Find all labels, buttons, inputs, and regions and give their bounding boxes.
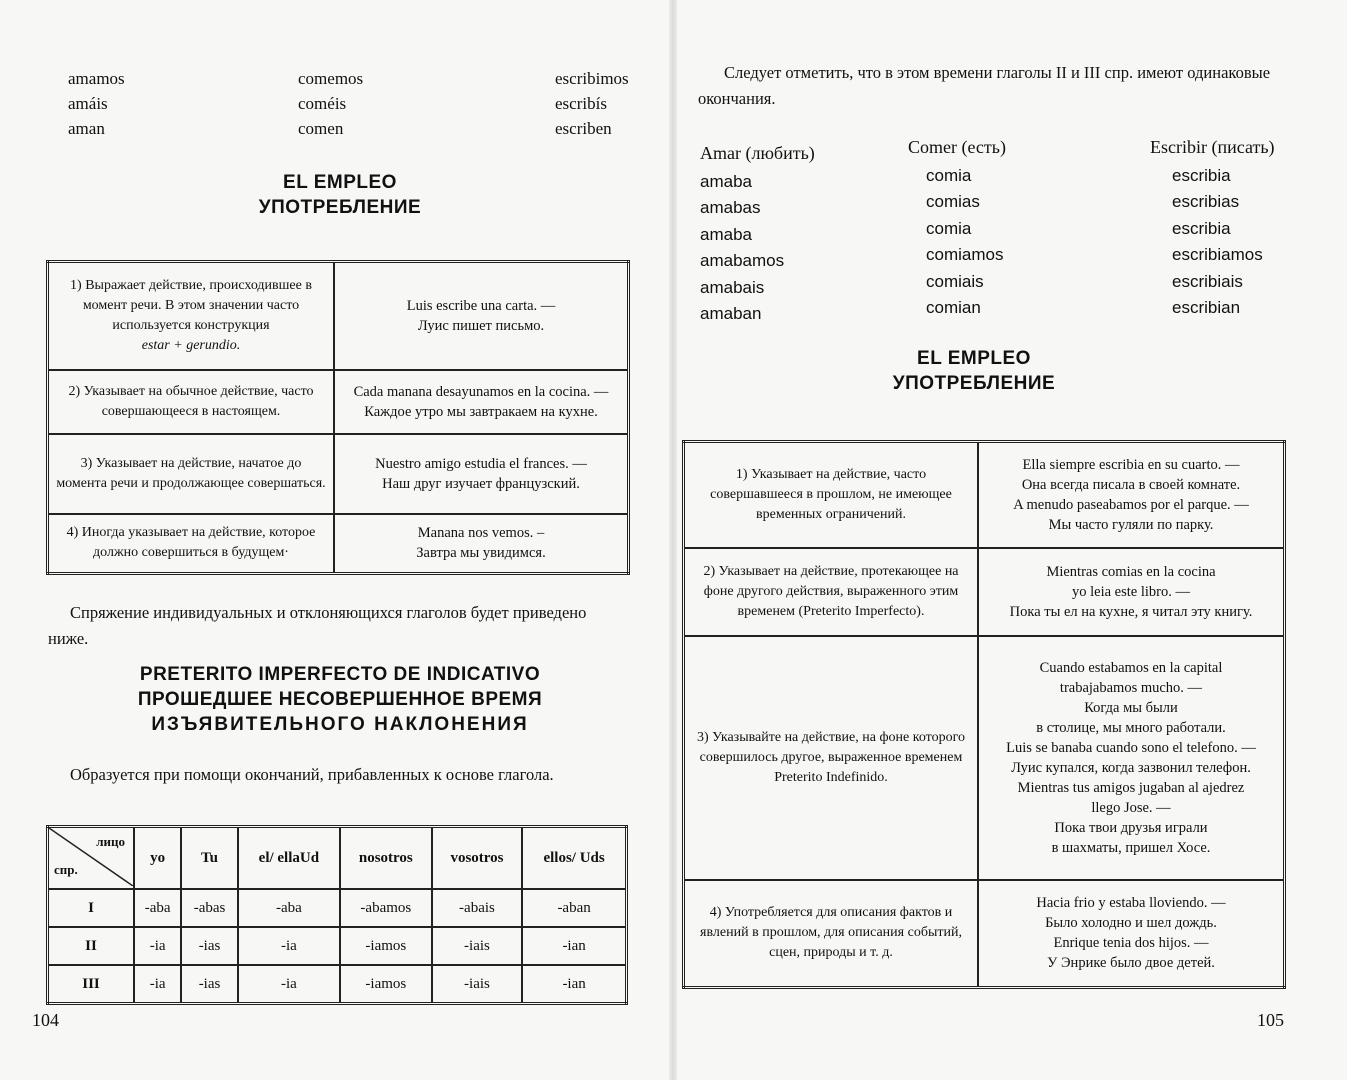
conj-form: escribiamos xyxy=(1172,245,1263,264)
conj-form: amaban xyxy=(700,304,762,323)
diagonal-corner-cell xyxy=(48,827,135,890)
row-label: I xyxy=(48,889,135,927)
rule-text: 1) Выражает действие, происходившее в момент речи. В этом значении часто используется конструкция xyxy=(70,277,312,333)
example-line: llego Jose. — xyxy=(1091,799,1171,816)
example-line: в шахматы, пришел Хосе. xyxy=(1051,839,1211,856)
usage-example xyxy=(334,370,629,434)
table-cell: -aban xyxy=(522,889,626,927)
conj-form: comia xyxy=(926,218,972,238)
usage-rule xyxy=(48,514,335,574)
table-cell: -iamos xyxy=(340,927,432,965)
table-cell: -ia xyxy=(134,927,181,965)
table-cell: -ian xyxy=(522,927,626,965)
column-header: el/ ellaUd xyxy=(238,827,340,890)
usage-example xyxy=(978,442,1285,548)
usage-rule xyxy=(48,370,335,434)
imperfecto-heading-line: ПРОШЕДШЕЕ НЕСОВЕРШЕННОЕ ВРЕМЯ xyxy=(137,689,543,710)
example-line: Мы часто гуляли по парку. xyxy=(1048,516,1214,533)
conj-form: amamos xyxy=(68,69,125,88)
page-number: 105 xyxy=(1257,1010,1284,1030)
row-label: III xyxy=(48,965,135,1004)
example-line: Nuestro amigo estudia el frances. — xyxy=(375,455,587,472)
conj-form: escribian xyxy=(1172,298,1241,317)
example-line: Луис пишет письмо. xyxy=(417,317,545,334)
comer-present-forms xyxy=(298,66,363,141)
rule-text: 1) Указывает на действие, часто совершавшееся в прошлом, не имеющее временных ограничений. xyxy=(710,466,952,522)
conj-form: comen xyxy=(298,119,344,138)
table-cell: -aba xyxy=(238,889,340,927)
rule-text: 3) Указывает на действие, начатое до момента речи и продолжающее совершаться. xyxy=(56,455,326,491)
conj-form: amáis xyxy=(68,94,108,113)
usage-example xyxy=(334,262,629,370)
example-line: Cuando estabamos en la capital xyxy=(1039,659,1223,676)
table-cell: -abamos xyxy=(340,889,432,927)
conj-form: escribias xyxy=(1172,192,1240,211)
conj-form: escriben xyxy=(555,119,612,138)
usage-rule xyxy=(48,434,335,514)
escribir-present-forms xyxy=(555,66,629,141)
rule-text: 4) Употребляется для описания фактов и явлений в прошлом, для описания событий, сцен, природы и т. д. xyxy=(700,905,962,961)
corner-top-label: лицо xyxy=(96,834,125,849)
example-line: Mientras comias en la cocina xyxy=(1046,563,1216,580)
endings-table xyxy=(46,825,628,1005)
formation-paragraph: Образуется при помощи окончаний, прибавленных к основе глагола. xyxy=(70,765,554,784)
table-row xyxy=(48,434,629,514)
column-header: nosotros xyxy=(340,827,432,890)
conj-form: comemos xyxy=(298,69,364,88)
page-number: 104 xyxy=(32,1010,59,1030)
table-row xyxy=(684,636,1285,880)
table-row xyxy=(48,965,627,1004)
example-line: Пока твои друзья играли xyxy=(1054,819,1208,836)
conj-form: escribia xyxy=(1172,165,1231,185)
column-header: Tu xyxy=(181,827,238,890)
table-header-row xyxy=(48,827,627,890)
conj-form: comian xyxy=(926,298,981,317)
table-cell: -abais xyxy=(432,889,522,927)
example-line: Enrique tenia dos hijos. — xyxy=(1053,935,1209,952)
corner-bottom-label: спр. xyxy=(54,862,78,877)
table-row xyxy=(48,262,629,370)
imperfecto-heading-line: ИЗЪЯВИТЕЛЬНОГО НАКЛОНЕНИЯ xyxy=(151,714,529,735)
table-cell: -iais xyxy=(432,927,522,965)
rule-text: 3) Указывайте на действие, на фоне которого совершилось другое, выраженное временем Preterito Indefinido. xyxy=(697,729,965,785)
example-line: Наш друг изучает французский. xyxy=(382,475,580,492)
left-page xyxy=(0,0,673,1080)
table-row xyxy=(48,927,627,965)
right-page xyxy=(674,0,1347,1080)
conj-form: comiamos xyxy=(926,245,1004,264)
conj-form: escribia xyxy=(1172,218,1231,238)
example-line: Завтра мы увидимся. xyxy=(416,545,546,562)
column-header: Amar (любить) xyxy=(700,143,815,163)
example-line: Luis se banaba cuando sono el telefono. — xyxy=(1006,739,1256,756)
table-row xyxy=(48,370,629,434)
conj-form: escribiais xyxy=(1172,271,1243,291)
table-cell: -ia xyxy=(238,927,340,965)
intro-paragraph: Следует отметить, что в этом времени глаголы II и III спр. имеют одинаковые окончания. xyxy=(698,63,1271,108)
example-line: Было холодно и шел дождь. xyxy=(1045,915,1217,932)
usage-example xyxy=(334,514,629,574)
conj-form: amaba xyxy=(700,224,752,244)
column-header: Comer (есть) xyxy=(908,137,1006,157)
table-row xyxy=(684,548,1285,636)
conj-form: comias xyxy=(926,192,980,211)
conj-form: amabamos xyxy=(700,251,785,270)
imperfecto-heading-line: PRETERITO IMPERFECTO DE INDICATIVO xyxy=(139,664,541,685)
table-cell: -ian xyxy=(522,965,626,1004)
table-row xyxy=(48,514,629,574)
conj-form: comiais xyxy=(926,271,984,291)
table-row xyxy=(684,442,1285,548)
table-cell: -iamos xyxy=(340,965,432,1004)
conj-form: amabais xyxy=(700,277,765,297)
table-cell: -iais xyxy=(432,965,522,1004)
table-cell: -aba xyxy=(134,889,181,927)
example-line: Hacia frio y estaba lloviendo. — xyxy=(1036,895,1226,912)
example-line: Пока ты ел на кухне, я читал эту книгу. xyxy=(1009,603,1253,620)
example-line: yo leia este libro. — xyxy=(1072,583,1190,600)
usage-rule xyxy=(684,880,979,988)
usage-rule xyxy=(48,262,335,370)
conj-form: escribimos xyxy=(555,69,629,88)
escribir-imperfecto-column xyxy=(1150,134,1275,322)
note-paragraph: Спряжение индивидуальных и отклоняющихся глаголов будет приведено ниже. xyxy=(48,603,587,648)
conj-form: aman xyxy=(68,119,105,138)
column-header: vosotros xyxy=(432,827,522,890)
example-line: в столице, мы много работали. xyxy=(1036,719,1226,736)
table-cell: -ias xyxy=(181,965,238,1004)
table-row xyxy=(48,889,627,927)
amar-present-forms xyxy=(68,66,125,141)
empleo-heading-ru: УПОТРЕБЛЕНИЕ xyxy=(258,197,422,218)
table-cell: -abas xyxy=(181,889,238,927)
rule-text: 2) Указывает на обычное действие, часто совершающееся в настоящем. xyxy=(68,383,314,419)
conj-form: coméis xyxy=(298,94,347,113)
table-row xyxy=(684,880,1285,988)
example-line: Mientras tus amigos jugaban al ajedrez xyxy=(1017,779,1245,796)
example-line: У Энрике было двое детей. xyxy=(1047,955,1215,972)
example-line: Она всегда писала в своей комнате. xyxy=(1021,476,1241,493)
example-line: A menudo paseabamos por el parque. — xyxy=(1013,496,1249,513)
usage-example xyxy=(978,636,1285,880)
usage-example xyxy=(978,548,1285,636)
example-line: Manana nos vemos. – xyxy=(417,525,545,542)
example-line: Ella siempre escribia en su cuarto. — xyxy=(1022,456,1240,473)
example-line: trabajabamos mucho. — xyxy=(1059,679,1203,696)
example-line: Luis escribe una carta. — xyxy=(406,297,556,314)
table-cell: -ias xyxy=(181,927,238,965)
empleo-heading-ru: УПОТРЕБЛЕНИЕ xyxy=(892,373,1056,394)
usage-example xyxy=(978,880,1285,988)
example-line: Луис купался, когда зазвонил телефон. xyxy=(1011,759,1251,776)
conj-form: amaba xyxy=(700,171,752,191)
amar-imperfecto-column xyxy=(700,140,815,328)
empleo-heading-es: EL EMPLEO xyxy=(283,172,397,193)
rule-text: 4) Иногда указывает на действие, которое должно совершиться в будущем· xyxy=(66,525,316,561)
present-usage-table xyxy=(46,260,630,575)
conj-form: escribís xyxy=(555,94,607,113)
example-line: Когда мы были xyxy=(1084,699,1178,716)
conj-form: comia xyxy=(926,165,972,185)
table-cell: -ia xyxy=(238,965,340,1004)
imperfecto-usage-table xyxy=(682,440,1286,989)
usage-rule xyxy=(684,548,979,636)
table-cell: -ia xyxy=(134,965,181,1004)
row-label: II xyxy=(48,927,135,965)
column-header: yo xyxy=(134,827,181,890)
usage-rule xyxy=(684,636,979,880)
column-header: ellos/ Uds xyxy=(522,827,626,890)
comer-imperfecto-column xyxy=(908,134,1006,322)
conj-form: amabas xyxy=(700,198,761,217)
rule-text: 2) Указывает на действие, протекающее на фоне другого действия, выраженного этим временем (Preterito Imperfecto). xyxy=(703,563,959,619)
rule-italic-text: estar + gerundio. xyxy=(141,337,241,353)
usage-example xyxy=(334,434,629,514)
example-line: Каждое утро мы завтракаем на кухне. xyxy=(364,403,598,420)
example-line: Cada manana desayunamos en la cocina. — xyxy=(353,383,609,400)
usage-rule xyxy=(684,442,979,548)
empleo-heading-es: EL EMPLEO xyxy=(917,348,1031,369)
column-header: Escribir (писать) xyxy=(1150,137,1275,157)
